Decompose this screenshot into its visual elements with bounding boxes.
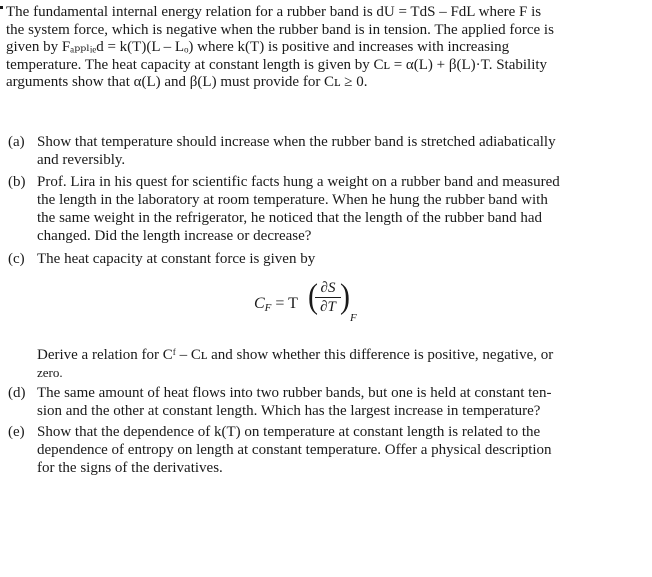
question-marker: (a)	[8, 134, 25, 150]
question-b	[8, 173, 638, 245]
equation-paren-left: (	[308, 277, 318, 316]
question-marker: (e)	[8, 424, 25, 440]
intro-line: temperature. The heat capacity at constant length is given by Cʟ = α(L) + β(L)·T. Stability	[6, 56, 548, 73]
derivative-numerator: ∂S	[320, 280, 336, 296]
partial-derivative	[315, 280, 341, 315]
intro-line: The fundamental internal energy relation for a rubber band is dU = TdS – FdL where F is	[6, 4, 542, 20]
question-marker: (d)	[8, 385, 26, 401]
intro-line: arguments show that α(L) and β(L) must provide for Cʟ ≥ 0.	[6, 74, 368, 90]
derivative-denominator: ∂T	[320, 299, 336, 315]
intro-line: the system force, which is negative when the rubber band is in tension. The applied force is	[6, 21, 554, 38]
question-line: zero.	[37, 365, 63, 380]
question-a	[8, 133, 638, 169]
equation-paren-right: )	[340, 277, 350, 316]
question-line: changed. Did the length increase or decrease?	[37, 228, 312, 244]
question-line: Derive a relation for Cᶠ – Cʟ and show whether this difference is positive, negative, or	[37, 347, 554, 363]
question-line: dependence of entropy on length at constant temperature. Offer a physical description	[37, 442, 552, 458]
question-line: The same amount of heat flows into two rubber bands, but one is held at constant ten-	[37, 385, 552, 401]
question-line: the same weight in the refrigerator, he noticed that the length of the rubber band had	[37, 210, 543, 226]
fraction-bar	[315, 297, 341, 298]
question-marker: (c)	[8, 251, 25, 267]
question-line: and reversibly.	[37, 152, 126, 168]
question-line: Prof. Lira in his quest for scientific facts hung a weight on a rubber band and measured	[37, 174, 560, 190]
question-d	[8, 384, 638, 420]
question-line: for the signs of the derivatives.	[37, 460, 223, 476]
intro-line: given by Fₐₚₚₗᵢₑd = k(T)(L – Lₒ) where k(T) is positive and increases with increasing	[6, 39, 510, 55]
equation-lhs: $C_F = T$	[254, 295, 298, 314]
question-line: The heat capacity at constant force is given by	[37, 251, 316, 267]
question-line: Show that the dependence of k(T) on temperature at constant length is related to the	[37, 424, 541, 440]
heat-capacity-equation	[37, 277, 638, 326]
intro-paragraph	[6, 4, 636, 92]
held-constant-subscript: F	[350, 312, 357, 324]
question-e	[8, 423, 638, 477]
margin-mark	[0, 6, 3, 9]
question-line: the length in the laboratory at room temperature. When he hung the rubber band with	[37, 192, 548, 208]
question-marker: (b)	[8, 174, 26, 190]
question-line: sion and the other at constant length. Which has the largest increase in temperature?	[37, 403, 541, 419]
question-list	[8, 133, 638, 477]
question-c	[8, 250, 638, 382]
question-line: Show that temperature should increase when the rubber band is stretched adiabatically	[37, 134, 556, 150]
